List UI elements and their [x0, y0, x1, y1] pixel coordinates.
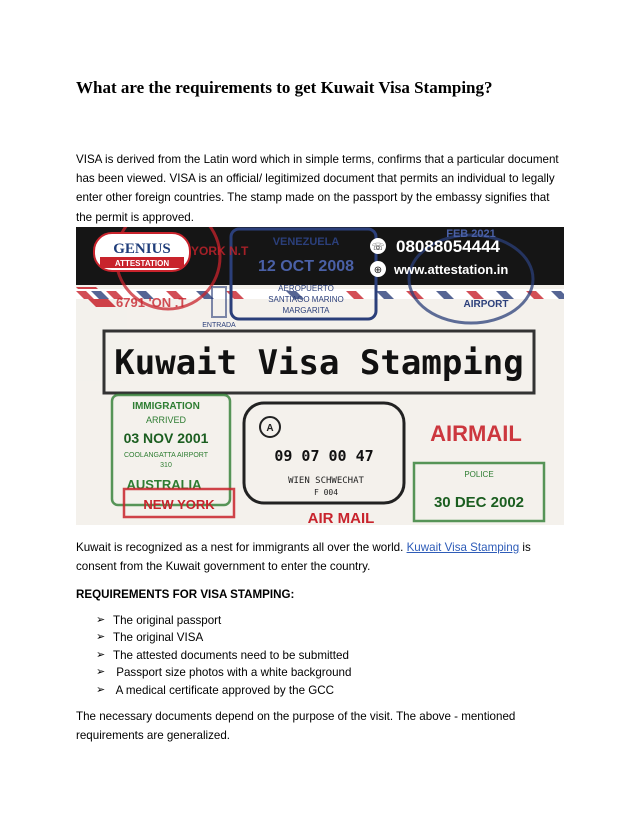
- venezuela-stamp-label: VENEZUELA: [272, 236, 340, 248]
- intro-paragraph: VISA is derived from the Latin word which in simple terms, confirms that a particular document has been viewed. VISA is an official/ legitimized document that permits an individual to legally enter other foreign countries. The stamp made on the passport by the embassy signifies that the permit is approved.: [76, 153, 559, 224]
- wien-code: F 004: [313, 488, 339, 497]
- immigration-label: IMMIGRATION: [132, 401, 200, 412]
- list-item-text: The attested documents need to be submitted: [113, 648, 349, 662]
- svg-text:A: A: [266, 423, 274, 434]
- website-url: www.attestation.in: [394, 262, 509, 277]
- kuwait-visa-banner-image: [76, 227, 564, 525]
- wien-label: WIEN SCHWECHAT: [288, 476, 364, 486]
- feb-stamp-date: FEB 2021: [446, 228, 496, 240]
- kuwait-paragraph-text-end: is consent from the Kuwait government to enter the country.: [76, 541, 531, 574]
- new-york-label: NEW YORK: [143, 497, 215, 512]
- list-item-text: The original passport: [113, 614, 222, 627]
- santiago-label: SANTIAGO MARINO: [268, 295, 344, 304]
- requirements-list: [96, 612, 351, 699]
- genius-attestation-logo: [94, 233, 190, 271]
- kuwait-paragraph-text: Kuwait is recognized as a nest for immigrants all over the world.: [76, 541, 407, 554]
- coolangatta-label: COOLANGATTA AIRPORT: [123, 452, 209, 459]
- york-stamp-date: 6791 'ON .T: [116, 295, 187, 310]
- phone-number: 08088054444: [396, 237, 501, 256]
- arrow-bullet-icon: ➢: [96, 648, 106, 661]
- arrow-bullet-icon: ➢: [96, 683, 106, 696]
- logo-bottom-text: ATTESTATION: [114, 259, 170, 268]
- kuwait-visa-stamping-link[interactable]: Kuwait Visa Stamping: [406, 541, 520, 554]
- svg-text:⊕: ⊕: [373, 265, 383, 276]
- arrow-bullet-icon: ➢: [96, 666, 106, 679]
- arrived-label: ARRIVED: [145, 415, 187, 425]
- airport-stamp-label: AIRPORT: [463, 299, 509, 310]
- stamp-number: 310: [160, 462, 172, 469]
- list-item: [96, 612, 351, 629]
- australia-label: AUSTRALIA: [126, 477, 202, 492]
- margarita-label: MARGARITA: [282, 306, 330, 315]
- list-item: [96, 629, 351, 646]
- airmail-label: AIRMAIL: [430, 421, 522, 446]
- list-item-text: The original VISA: [113, 631, 204, 645]
- immigration-date: 03 NOV 2001: [123, 430, 209, 446]
- svg-text:☏: ☏: [371, 242, 385, 253]
- requirements-heading: REQUIREMENTS FOR VISA STAMPING:: [76, 588, 295, 601]
- closing-paragraph: The necessary documents depend on the purpose of the visit. The above - mentioned requirements are generalized.: [76, 710, 516, 743]
- venezuela-stamp-date: 12 OCT 2008: [257, 258, 355, 275]
- air-mail-label: AIR MAIL: [307, 510, 375, 525]
- kuwait-paragraph: [76, 538, 566, 576]
- list-item: [96, 664, 351, 681]
- arrow-bullet-icon: ➢: [96, 631, 106, 644]
- banner-illustration: [76, 227, 564, 525]
- dec-stamp-date: 30 DEC 2002: [433, 494, 525, 511]
- banner-headline: Kuwait Visa Stamping: [114, 343, 524, 383]
- aeropuerto-label: AEROPUERTO: [278, 284, 334, 293]
- york-stamp-label: YORK N.T: [191, 244, 249, 258]
- wien-stamp-number: 09 07 00 47: [274, 447, 374, 465]
- list-item: [96, 647, 351, 664]
- entrada-label: ENTRADA: [202, 322, 236, 329]
- arrow-bullet-icon: ➢: [96, 614, 106, 626]
- list-item-text: Passport size photos with a white background: [113, 666, 352, 680]
- police-label: POLICE: [464, 470, 494, 479]
- logo-top-text: GENIUS: [113, 241, 171, 257]
- page-title: What are the requirements to get Kuwait Visa Stamping?: [76, 78, 493, 97]
- list-item: [96, 682, 351, 699]
- list-item-text: A medical certificate approved by the GCC: [113, 683, 335, 697]
